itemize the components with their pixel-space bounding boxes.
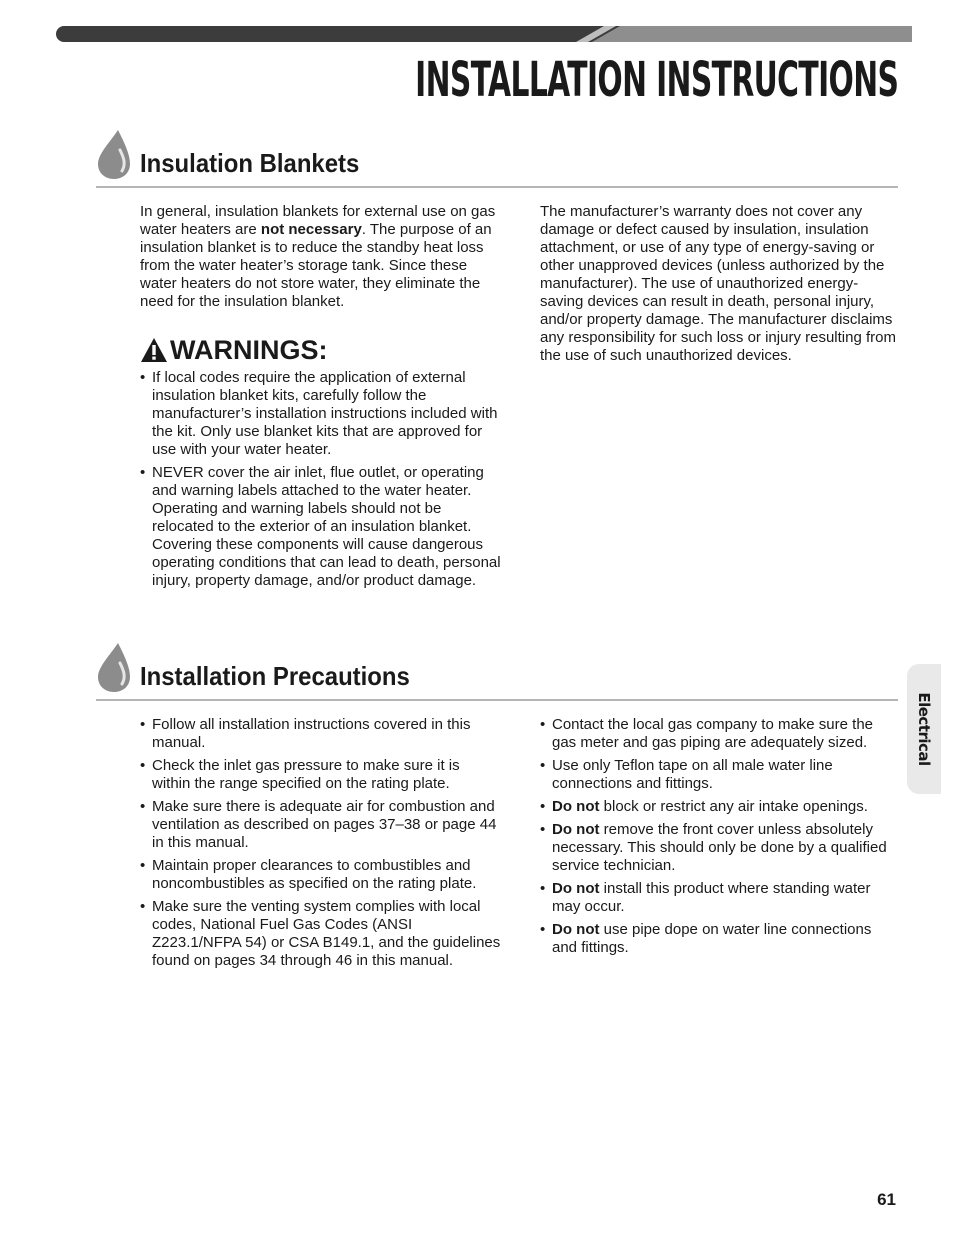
list-item: • If local codes require the application of external insulation blanket kits, carefully follow the manufacturer’s installation instructions included with the kit. Only use blanket kits that are approved for use with your water heater. xyxy=(140,369,502,459)
emphasis-do-not: Do not xyxy=(552,921,600,938)
warnings-list xyxy=(140,369,502,590)
list-item: • Do not block or restrict any air intake openings. xyxy=(540,798,900,816)
warning-triangle-icon xyxy=(140,337,168,363)
emphasis-do-not: Do not xyxy=(552,821,600,838)
section-header-insulation-blankets xyxy=(96,128,898,188)
list-item: • Make sure the venting system complies with local codes, National Fuel Gas Codes (ANSI Z223.1/NFPA 54) or CSA B149.1, and the guidelines found on pages 34 through 46 in this manual. xyxy=(140,898,502,970)
list-item: • Use only Teflon tape on all male water line connections and fittings. xyxy=(540,757,900,793)
water-drop-icon xyxy=(96,128,132,180)
list-item: • Make sure there is adequate air for combustion and ventilation as described on pages 37–38 or page 44 in this manual. xyxy=(140,798,502,852)
section-title: Installation Precautions xyxy=(140,661,410,691)
precautions-right-column xyxy=(540,716,900,962)
section-side-tab xyxy=(907,664,941,794)
section-title: Insulation Blankets xyxy=(140,148,360,178)
list-item: • Maintain proper clearances to combustibles and noncombustibles as specified on the rating plate. xyxy=(140,857,502,893)
section-header-installation-precautions xyxy=(96,641,898,701)
insulation-left-column xyxy=(140,203,502,595)
list-item: • Do not use pipe dope on water line connections and fittings. xyxy=(540,921,900,957)
emphasis-do-not: Do not xyxy=(552,798,600,815)
emphasis-do-not: Do not xyxy=(552,880,600,897)
list-item: • NEVER cover the air inlet, flue outlet, or operating and warning labels attached to the water heater. Operating and warning labels should not be relocated to the exterior of an insulation blanket. Covering these components will cause dangerous operating conditions that can lead to death, personal injury, property damage, and/or product damage. xyxy=(140,464,502,590)
list-item: • Contact the local gas company to make sure the gas meter and gas piping are adequately sized. xyxy=(540,716,900,752)
list-item: • Do not remove the front cover unless absolutely necessary. This should only be done by a qualified service technician. xyxy=(540,821,900,875)
warranty-paragraph: The manufacturer’s warranty does not cover any damage or defect caused by insulation, insulation attachment, or use of any type of energy-saving or other unapproved devices (unless authorized by the manufacturer). The use of unauthorized energy-saving devices can result in death, personal injury, and/or property damage. The manufacturer disclaims any responsibility for such loss or injury resulting from the use of such unauthorized devices. xyxy=(540,203,896,364)
insulation-intro-paragraph: In general, insulation blankets for external use on gas water heaters are not necessary. The purpose of an insulation blanket is to reduce the standby heat loss from the water heater’s storage tank. Since these water heaters do not store water, they eliminate the need for the insulation blanket. xyxy=(140,203,496,310)
section-divider xyxy=(96,186,898,188)
page-title: INSTALLATION INSTRUCTIONS xyxy=(414,52,898,108)
warnings-heading-text: WARNINGS: xyxy=(170,335,328,365)
precautions-right-list xyxy=(540,716,900,957)
list-item: • Do not install this product where standing water may occur. xyxy=(540,880,900,916)
list-item: • Check the inlet gas pressure to make sure it is within the range specified on the rating plate. xyxy=(140,757,502,793)
water-drop-icon xyxy=(96,641,132,693)
section-divider xyxy=(96,699,898,701)
emphasis-not-necessary: not necessary xyxy=(260,221,362,238)
side-tab-label: Electrical xyxy=(915,692,933,766)
header-bar xyxy=(56,26,912,42)
warnings-heading xyxy=(140,335,502,365)
precautions-left-list xyxy=(140,716,502,970)
precautions-left-column xyxy=(140,716,502,975)
insulation-right-column xyxy=(540,203,896,365)
page-number: 61 xyxy=(877,1190,896,1209)
list-item: • Follow all installation instructions covered in this manual. xyxy=(140,716,502,752)
